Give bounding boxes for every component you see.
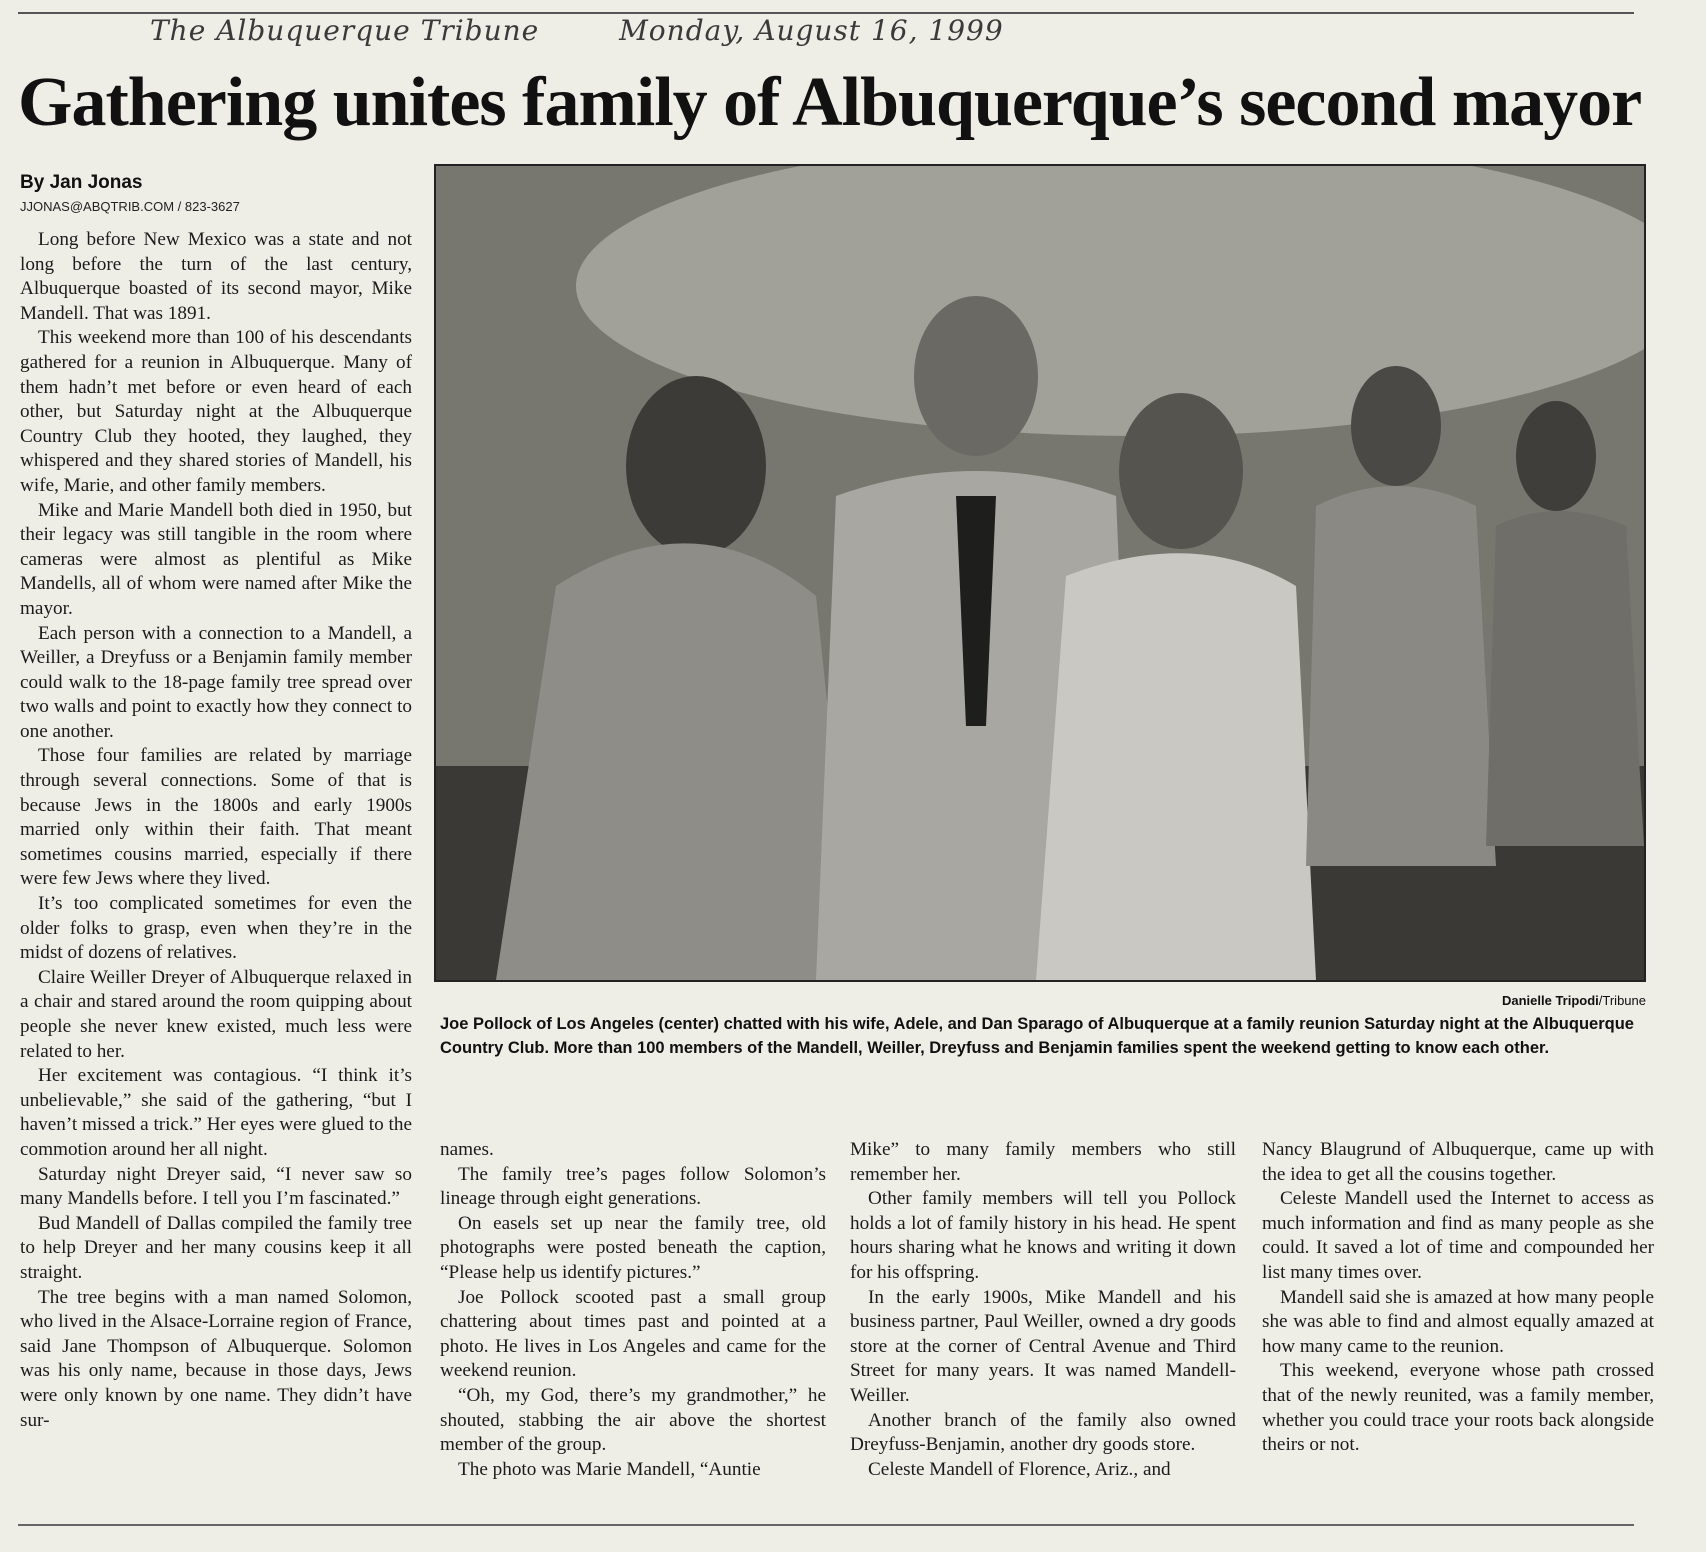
paragraph: Another branch of the family also owned Dreyfuss-Benjamin, another dry goods store. [850,1409,1236,1456]
paragraph: Claire Weiller Dreyer of Albuquerque relaxed in a chair and stared around the room quipping about people she never knew existed, much less were related to her. [20,966,412,1062]
guest-background-head [1351,366,1441,486]
paragraph: The photo was Marie Mandell, “Auntie [458,1458,761,1480]
paragraph: It’s too complicated sometimes for even the older folks to grasp, even when they’re in the midst of dozens of relatives. [20,893,412,964]
paragraph: Celeste Mandell of Florence, Ariz., and [868,1458,1171,1480]
paragraph: Joe Pollock scooted past a small group chattering about times past and pointed at a photo. He lives in Los Angeles and came for the weekend reunion. [440,1286,826,1382]
paragraph: Each person with a connection to a Mandell, a Weiller, a Dreyfuss or a Benjamin family member could walk to the 18-page family tree spread over two walls and point to exactly how they connect to one another. [20,622,412,742]
paragraph: Saturday night Dreyer said, “I never saw so many Mandells before. I tell you I’m fascinated.” [20,1163,412,1210]
photographer-name: Danielle Tripodi [1501,993,1599,1008]
guest-far-right-body [1486,511,1644,846]
guest-far-right-head [1516,401,1596,511]
byline: By Jan Jonas [20,172,143,193]
photo-illustration [436,166,1644,980]
photo-credit [1300,993,1646,1008]
paragraph: Her excitement was contagious. “I think it’s unbelievable,” she said of the gathering, “but I haven’t missed a trick.” Her eyes were glued to the commotion around her all night. [20,1065,412,1160]
handwritten-date: Monday, August 16, 1999 [619,14,1004,47]
paragraph: This weekend more than 100 of his descendants gathered for a reunion in Albuquerque. Many of them hadn’t met before or even heard of each other, but Saturday night at the Albuquerque Country Club they hooted, they laughed, they whispered and they shared stories of Mandell, his wife, Marie, and other family members. [20,327,412,496]
paragraph: Other family members will tell you Pollock holds a lot of family history in his head. He spent hours sharing what he knows and writing it down for his offspring. [850,1188,1236,1283]
paragraph: Celeste Mandell used the Internet to access as much information and find as many people as she could. It saved a lot of time and compounded her list many times over. [1262,1188,1654,1283]
paragraph: In the early 1900s, Mike Mandell and his business partner, Paul Weiller, owned a dry goods store at the corner of Central Avenue and Third Street for many years. It was named Mandell-Weiller. [850,1286,1236,1406]
reunion-photo [434,164,1646,982]
paragraph-continuation: Mike” to many family members who still remember her. [850,1139,1236,1185]
paragraph: “Oh, my God, there’s my grandmother,” he shouted, stabbing the air above the shortest member of the group. [440,1384,826,1456]
article-column-1 [20,228,412,1518]
guest-background-body [1306,486,1496,866]
paragraph-continuation: Nancy Blaugrund of Albuquerque, came up with the idea to get all the cousins together. [1262,1139,1654,1185]
paragraph: Long before New Mexico was a state and not long before the turn of the last century, Albuquerque boasted of its second mayor, Mike Mandell. That was 1891. [20,229,412,324]
author-contact: JJONAS@ABQTRIB.COM / 823-3627 [20,199,240,214]
man-center-head [914,296,1038,456]
paragraph: Those four families are related by marriage through several connections. Some of that is because Jews in the 1800s and early 1900s married only within their faith. That meant sometimes cousins married, especially if there were few Jews where they lived. [20,745,412,890]
woman-right-jacket [1036,553,1316,980]
credit-organization: /Tribune [1598,993,1646,1008]
paragraph: Bud Mandell of Dallas compiled the family tree to help Dreyer and her many cousins keep it all straight. [20,1212,412,1283]
photo-caption: Joe Pollock of Los Angeles (center) chatted with his wife, Adele, and Dan Sparago of Albuquerque at a family reunion Saturday night at the Albuquerque Country Club. More than 100 members of the Mandell, Weiller, Dreyfuss and Benjamin families spent the weekend getting to know each other. [440,1015,1634,1057]
bottom-rule [18,1524,1634,1526]
handwritten-annotation [150,14,1150,56]
paragraph: Mandell said she is amazed at how many people she was able to find and almost equally amazed at how many came to the reunion. [1262,1286,1654,1357]
paragraph-continuation: names. [440,1139,494,1160]
handwritten-paper-name: The Albuquerque Tribune [150,14,540,47]
woman-left-head [626,376,766,556]
woman-right-head [1119,393,1243,549]
article-column-3 [850,1138,1236,1518]
paragraph: The tree begins with a man named Solomon, who lived in the Alsace-Lorraine region of France, said Jane Thompson of Albuquerque. Solomon was his only name, because in those days, Jews were only known by one name. They didn’t have sur- [20,1286,412,1431]
article-column-2 [440,1138,826,1518]
paragraph: This weekend, everyone whose path crossed that of the newly reunited, was a family member, whether you could trace your roots back alongside theirs or not. [1262,1360,1654,1456]
paragraph: On easels set up near the family tree, old photographs were posted beneath the caption, “Please help us identify pictures.” [440,1212,826,1283]
article-column-4 [1262,1138,1654,1518]
paragraph: The family tree’s pages follow Solomon’s lineage through eight generations. [440,1163,826,1210]
headline: Gathering unites family of Albuquerque’s second mayor [18,64,1642,141]
paragraph: Mike and Marie Mandell both died in 1950, but their legacy was still tangible in the room where cameras were almost as plentiful as Mike Mandells, all of whom were named after Mike the mayor. [20,499,412,619]
